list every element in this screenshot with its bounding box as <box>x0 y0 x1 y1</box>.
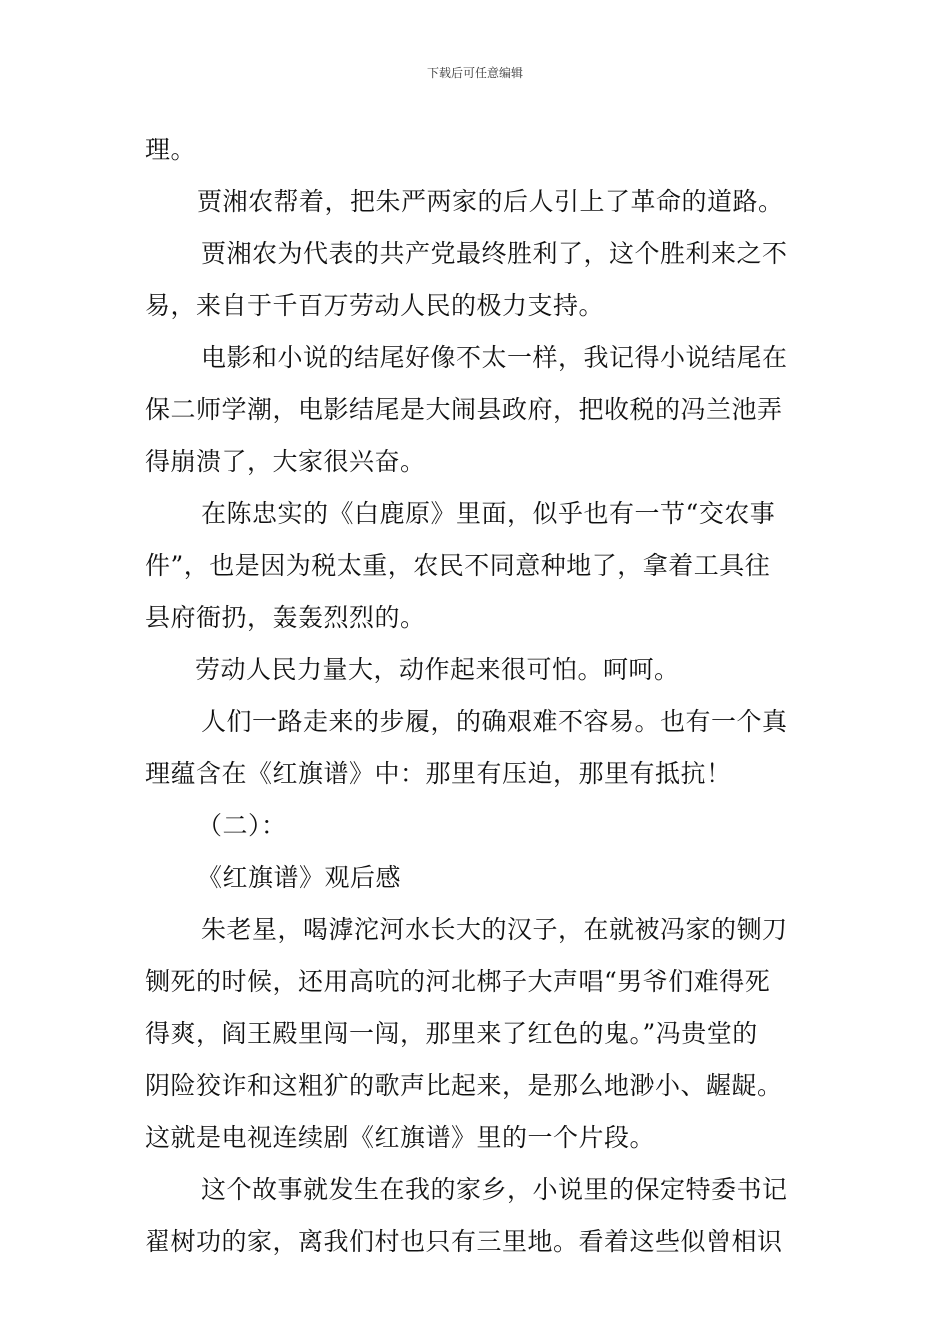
text-line: 贾湘农帮着，把朱严两家的后人引上了革命的道路。 <box>197 187 784 216</box>
text-line: 贾湘农为代表的共产党最终胜利了，这个胜利来之不 <box>201 239 788 268</box>
text-line: 在陈忠实的《白鹿原》里面，似乎也有一节“交农事 <box>201 499 776 528</box>
text-line: 铡死的时候，还用高吭的河北梆子大声唱“男爷们难得死 <box>145 967 771 996</box>
text-line: 这个故事就发生在我的家乡，小说里的保定特委书记 <box>201 1175 788 1204</box>
text-line: 朱老星，喝滹沱河水长大的汉子，在就被冯家的铡刀 <box>201 915 788 944</box>
document-body <box>145 124 810 1268</box>
text-line: 保二师学潮，电影结尾是大闹县政府，把收税的冯兰池弄 <box>145 395 783 424</box>
text-line: 翟树功的家，离我们村也只有三里地。看着这些似曾相识 <box>145 1227 783 1256</box>
text-line: 阴险狡诈和这粗犷的歌声比起来，是那么地渺小、龌龊。 <box>145 1071 783 1100</box>
text-line: 电影和小说的结尾好像不太一样，我记得小说结尾在 <box>201 343 788 372</box>
page-header: 下载后可任意编辑 <box>426 66 523 80</box>
text-line: 件”，也是因为税太重，农民不同意种地了，拿着工具往 <box>145 551 771 580</box>
text-line: 《红旗谱》观后感 <box>197 863 402 892</box>
text-line: 得爽，阎王殿里闯一闯，那里来了红色的鬼。”冯贵堂的 <box>145 1019 758 1048</box>
text-line: 得崩溃了，大家很兴奋。 <box>145 447 426 476</box>
text-line: 理。 <box>145 135 197 164</box>
text-line: 易，来自于千百万劳动人民的极力支持。 <box>145 291 605 320</box>
text-line: 理蕴含在《红旗谱》中：那里有压迫，那里有抵抗！ <box>145 759 732 788</box>
text-line: 县府衙扔，轰轰烈烈的。 <box>145 603 426 632</box>
text-line: 这就是电视连续剧《红旗谱》里的一个片段。 <box>145 1123 656 1152</box>
text-line: 劳动人民力量大，动作起来很可怕。呵呵。 <box>195 655 680 684</box>
text-line: （二）： <box>197 811 287 840</box>
text-line: 人们一路走来的步履，的确艰难不容易。也有一个真 <box>201 707 788 736</box>
